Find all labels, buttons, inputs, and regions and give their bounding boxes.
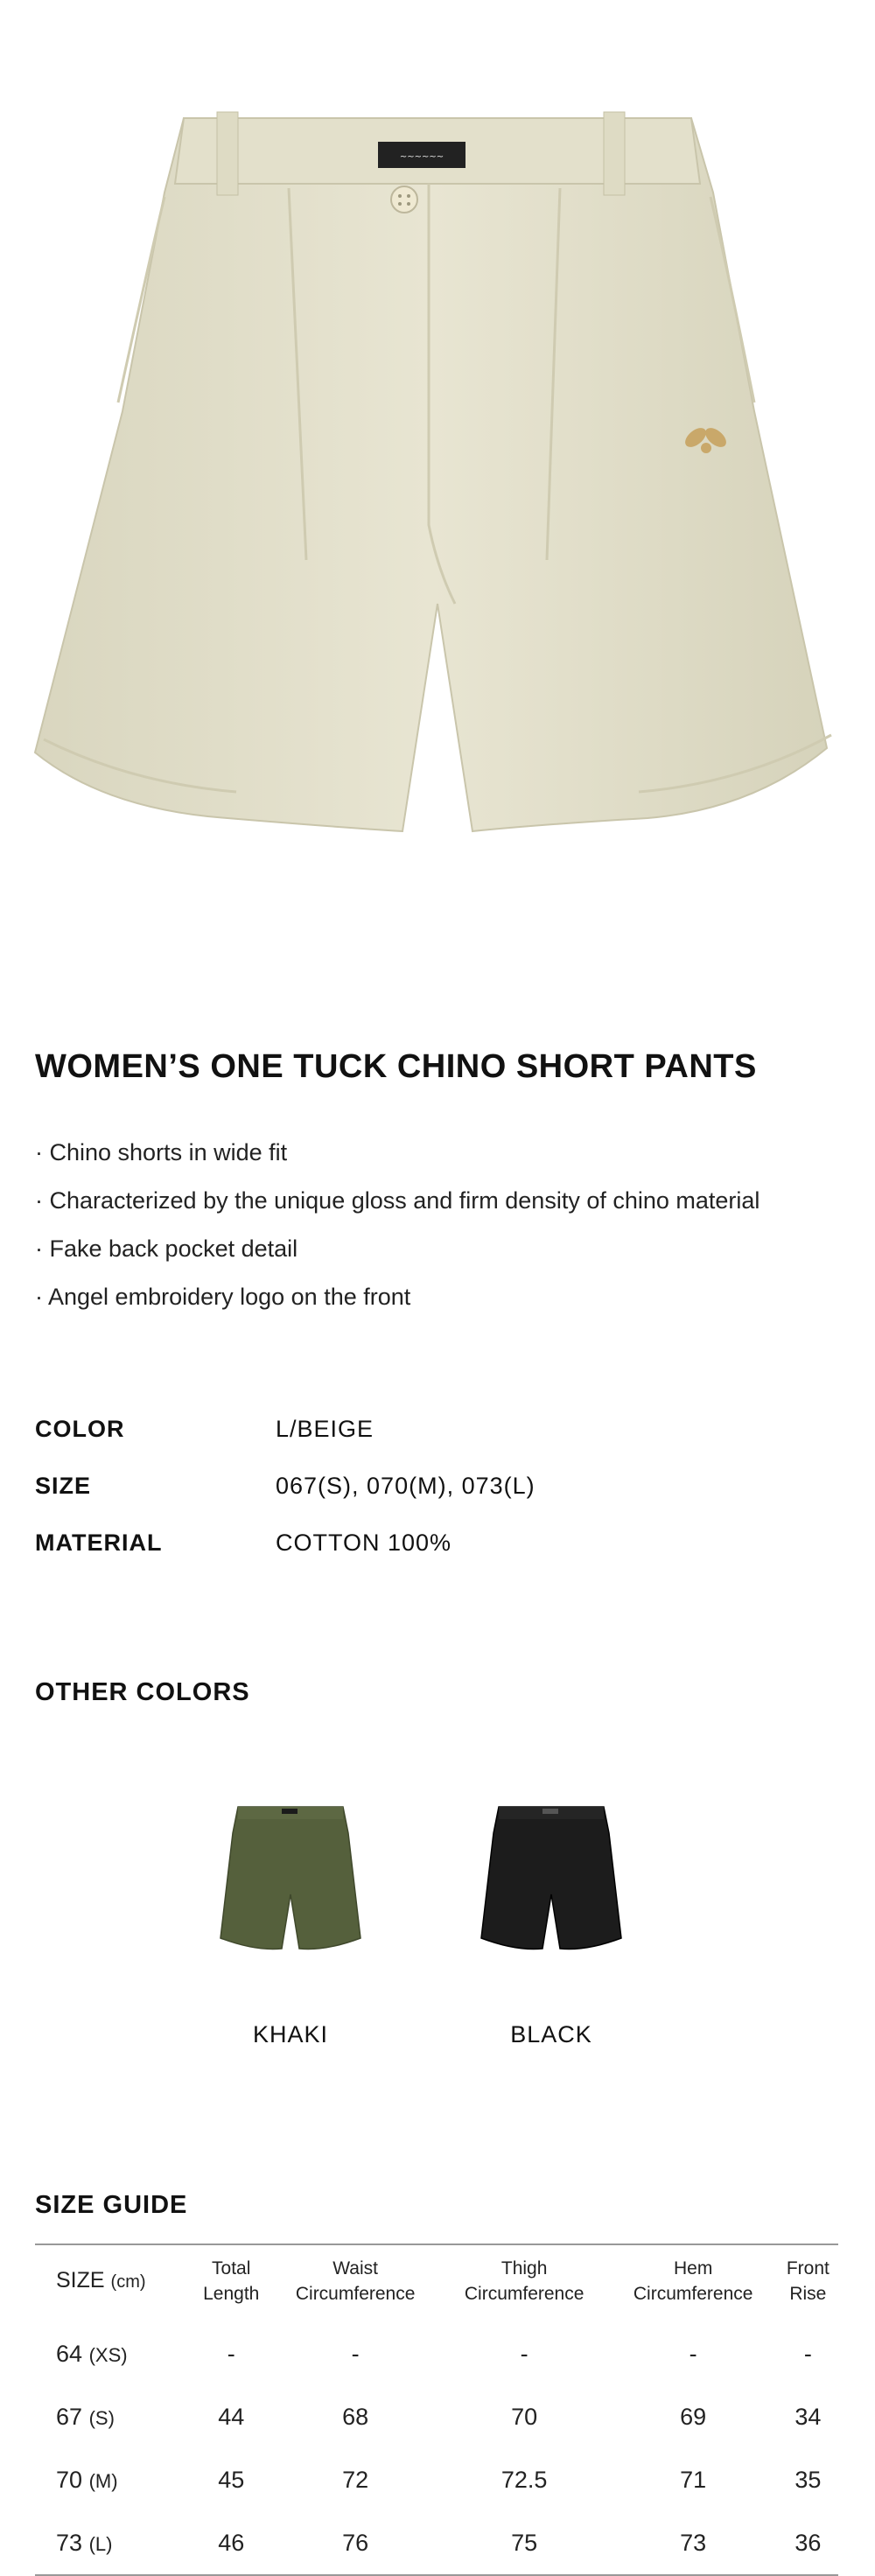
table-header-row <box>35 2244 838 2322</box>
table-cell: 76 <box>342 2529 369 2556</box>
table-cell: 71 <box>680 2466 707 2493</box>
size-cell: 64 (XS) <box>56 2340 128 2367</box>
spec-value: COTTON 100% <box>276 1530 452 1556</box>
black-shorts-thumbnail <box>464 1798 639 1964</box>
size-column-header: SIZE (cm) <box>56 2267 146 2292</box>
spec-row-material <box>35 1530 822 1586</box>
table-row <box>35 2511 838 2575</box>
table-cell: 68 <box>342 2403 369 2430</box>
spec-list <box>35 1416 822 1586</box>
spec-row-color <box>35 1416 822 1473</box>
size-guide-heading: SIZE GUIDE <box>35 2191 188 2219</box>
table-row <box>35 2448 838 2511</box>
table-cell: 46 <box>218 2529 245 2556</box>
size-cell: 67 (S) <box>56 2403 115 2430</box>
color-option-khaki[interactable] <box>203 1798 378 2048</box>
other-colors-heading: OTHER COLORS <box>35 1678 250 1706</box>
shorts-body <box>35 118 827 831</box>
table-cell: 44 <box>218 2403 245 2430</box>
color-option-label: BLACK <box>510 2021 592 2048</box>
table-cell: - <box>351 2340 360 2367</box>
table-row <box>35 2322 838 2385</box>
table-cell: 69 <box>680 2403 707 2430</box>
table-row <box>35 2385 838 2448</box>
table-cell: - <box>520 2340 528 2367</box>
table-cell: 70 <box>511 2403 538 2430</box>
feature-item: · Chino shorts in wide fit <box>35 1139 288 1166</box>
spec-key: COLOR <box>35 1416 125 1442</box>
size-cell: 73 (L) <box>56 2529 113 2556</box>
table-cell: 45 <box>218 2466 245 2493</box>
table-cell: 35 <box>794 2466 822 2493</box>
spec-key: MATERIAL <box>35 1530 163 1556</box>
column-header-hem: Hem Circumference <box>633 2258 753 2304</box>
table-cell: - <box>689 2340 697 2367</box>
feature-list <box>35 1129 760 1321</box>
column-header-waist: Waist Circumference <box>295 2258 416 2304</box>
size-guide-table <box>35 2244 838 2576</box>
size-cell: 70 (M) <box>56 2466 118 2493</box>
spec-row-size <box>35 1473 822 1530</box>
feature-item: · Characterized by the unique gloss and firm density of chino material <box>35 1187 760 1214</box>
column-header-thigh: Thigh Circumference <box>464 2258 584 2304</box>
feature-item: · Fake back pocket detail <box>35 1236 298 1262</box>
table-cell: 75 <box>511 2529 538 2556</box>
spec-value: L/BEIGE <box>276 1416 374 1442</box>
table-cell: 72.5 <box>500 2466 548 2493</box>
khaki-shorts-thumbnail <box>203 1798 378 1964</box>
column-header-front-rise: Front Rise <box>786 2258 830 2304</box>
column-header-total-length: Total Length <box>203 2258 260 2304</box>
feature-item: · Angel embroidery logo on the front <box>35 1284 411 1310</box>
spec-key: SIZE <box>35 1473 92 1499</box>
table-cell: - <box>803 2340 812 2367</box>
table-cell: 72 <box>342 2466 369 2493</box>
table-cell: 73 <box>680 2529 707 2556</box>
spec-value: 067(S), 070(M), 073(L) <box>276 1473 536 1499</box>
product-image <box>0 0 875 962</box>
svg-text:~~~~~~: ~~~~~~ <box>399 152 444 162</box>
table-cell: 36 <box>794 2529 822 2556</box>
table-cell: - <box>227 2340 235 2367</box>
color-option-label: KHAKI <box>252 2021 329 2048</box>
product-title: WOMEN’S ONE TUCK CHINO SHORT PANTS <box>35 1048 757 1085</box>
color-option-black[interactable] <box>464 1798 639 2048</box>
table-cell: 34 <box>794 2403 822 2430</box>
